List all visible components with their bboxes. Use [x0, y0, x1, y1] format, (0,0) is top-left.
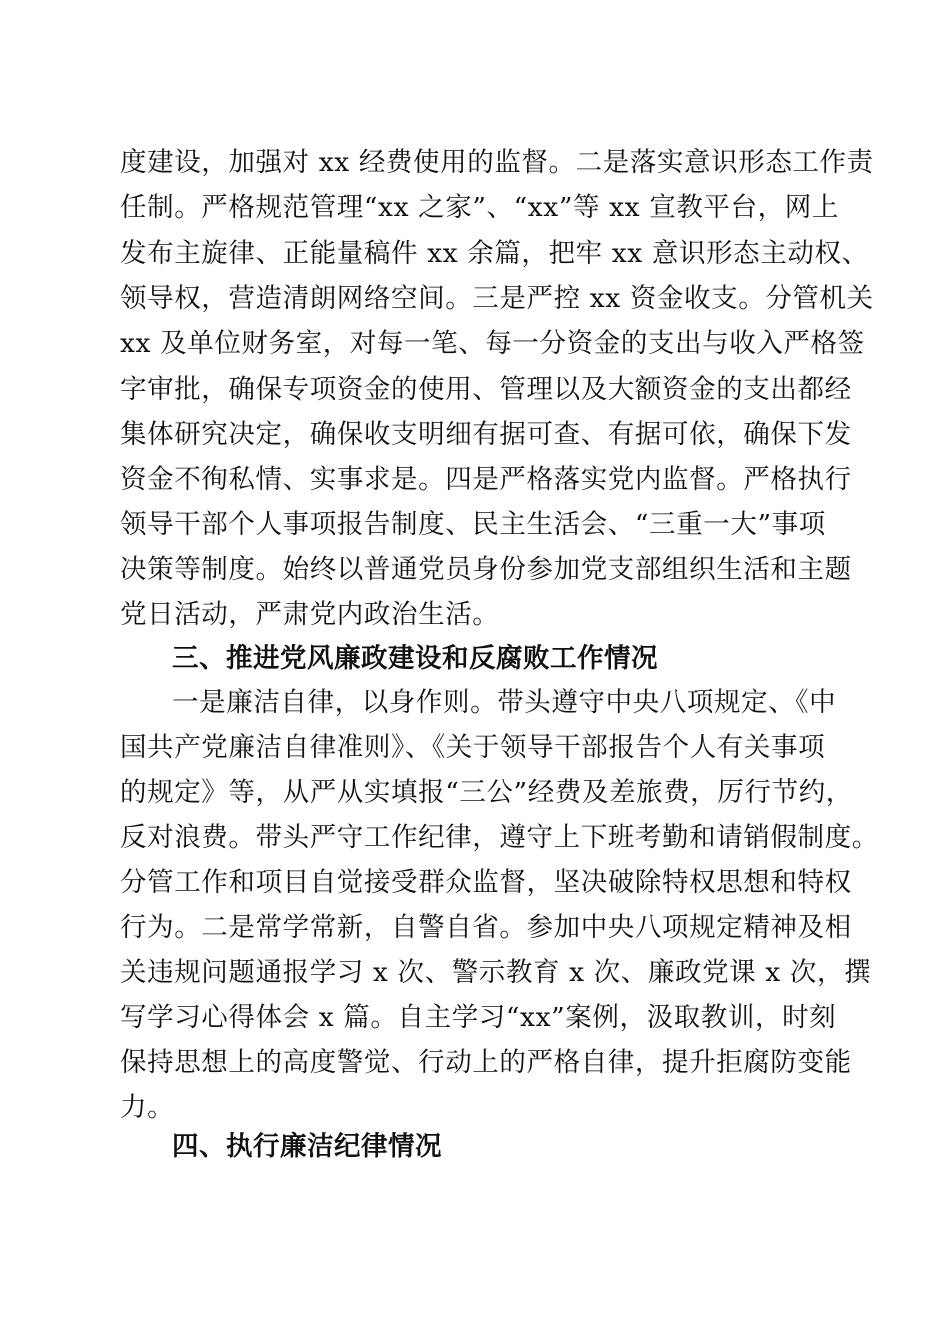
text-line: 的规定》等，从严从实填报“三公”经费及差旅费，厉行节约，: [120, 777, 853, 808]
text-line: 度建设，加强对 xx 经费使用的监督。二是落实意识形态工作责: [120, 147, 874, 178]
text-line: 保持思想上的高度警觉、行动上的严格自律，提升拒腐防变能: [120, 1047, 852, 1078]
text-line: 领导权，营造清朗网络空间。三是严控 xx 资金收支。分管机关: [120, 283, 874, 314]
text-line: 反对浪费。带头严守工作纪律，遵守上下班考勤和请销假制度。: [120, 822, 879, 853]
text-line: 任制。严格规范管理“xx 之家”、“xx”等 xx 宣教平台，网上: [120, 192, 839, 223]
text-line: 领导干部个人事项报告制度、民主生活会、“三重一大”事项: [120, 509, 826, 540]
text-line: 集体研究决定，确保收支明细有据可查、有据可依，确保下发: [120, 419, 852, 450]
text-line: 国共产党廉洁自律准则》、《关于领导干部报告个人有关事项: [120, 732, 826, 763]
section-heading: 三、推进党风廉政建设和反腐败工作情况: [172, 643, 658, 674]
text-line: 字审批，确保专项资金的使用、管理以及大额资金的支出都经: [120, 374, 852, 405]
text-line: 关违规问题通报学习 x 次、警示教育 x 次、廉政党课 x 次，撰: [120, 957, 872, 988]
text-line: 发布主旋律、正能量稿件 xx 余篇，把牢 xx 意识形态主动权、: [120, 238, 869, 269]
document-body: [120, 0, 879, 1344]
text-line: 写学习心得体会 x 篇。自主学习“xx”案例，汲取教训，时刻: [120, 1002, 837, 1033]
section-heading: 四、执行廉洁纪律情况: [172, 1131, 442, 1162]
text-line: 党日活动，严肃党内政治生活。: [120, 599, 500, 630]
text-line: 分管工作和项目自觉接受群众监督，坚决破除特权思想和特权: [120, 867, 852, 898]
text-line: xx 及单位财务室，对每一笔、每一分资金的支出与收入严格签: [120, 328, 865, 359]
text-line: 行为。二是常学常新，自警自省。参加中央八项规定精神及相: [120, 912, 852, 943]
text-line: 决策等制度。始终以普通党员身份参加党支部组织生活和主题: [120, 554, 852, 585]
text-line: 资金不徇私情、实事求是。四是严格落实党内监督。严格执行: [120, 464, 852, 495]
text-line: 一是廉洁自律，以身作则。带头遵守中央八项规定、《中: [172, 687, 837, 718]
text-line: 力。: [120, 1092, 175, 1123]
